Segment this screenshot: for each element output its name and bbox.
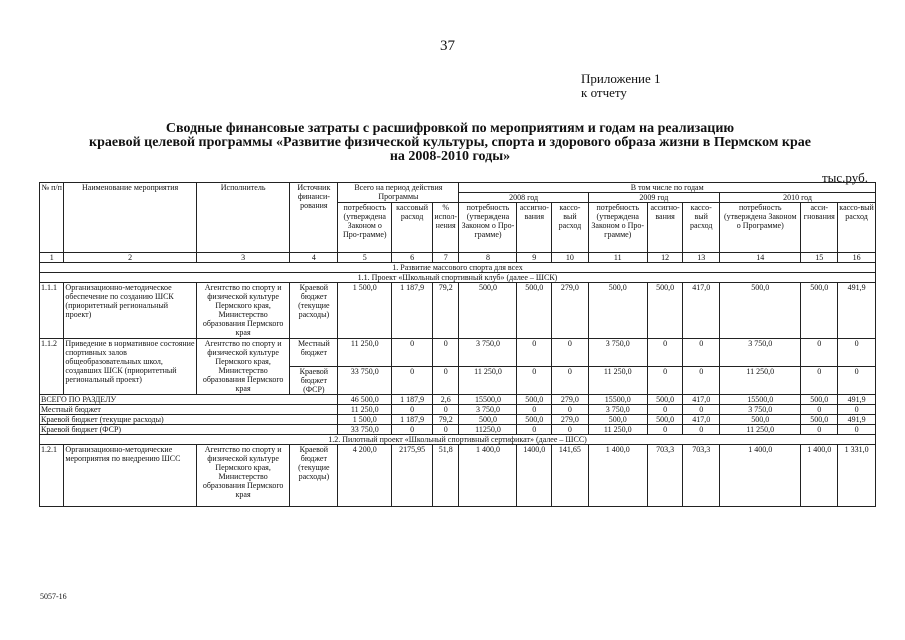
cell-value: 0 — [683, 339, 720, 367]
header-by-years: В том числе по годам — [459, 183, 876, 193]
section-row — [40, 263, 876, 273]
row-num: 1.1.2 — [40, 339, 64, 395]
cell-value: 500,0 — [588, 415, 647, 425]
cell-value: 15500,0 — [588, 395, 647, 405]
row-num: 1.2.1 — [40, 445, 64, 507]
cell-value: 491,9 — [838, 283, 876, 339]
page-number: 37 — [440, 38, 455, 54]
col-number: 3 — [196, 253, 290, 263]
cell-value: 0 — [801, 367, 838, 395]
header-need-2009: потребность (утверждена Законом о Про-грамме) — [588, 203, 647, 253]
cell-value: 0 — [517, 425, 552, 435]
cell-value: 0 — [392, 425, 433, 435]
header-name: Наименование мероприятия — [64, 183, 196, 253]
cell-value: 500,0 — [720, 415, 801, 425]
cell-value: 491,9 — [838, 415, 876, 425]
document-title — [60, 122, 840, 164]
col-number: 10 — [552, 253, 589, 263]
header-row-1 — [40, 183, 876, 193]
finance-table — [39, 182, 876, 507]
header-need-2010: потребность (утверждена Законом о Программе) — [720, 203, 801, 253]
summary-label: Краевой бюджет (ФСР) — [40, 425, 338, 435]
section-title: 1. Развитие массового спорта для всех — [40, 263, 876, 273]
cell-value: 491,9 — [838, 395, 876, 405]
summary-label: ВСЕГО ПО РАЗДЕЛУ — [40, 395, 338, 405]
cell-value: 279,0 — [552, 395, 589, 405]
cell-value: 3 750,0 — [720, 405, 801, 415]
title-line-1: Сводные финансовые затраты с расшифровкой по мероприятиям и годам на реализацию — [165, 121, 735, 136]
header-cash-2008: кассо-вый расход — [552, 203, 589, 253]
cell-value: 1 331,0 — [838, 445, 876, 507]
appendix-line-1: Приложение 1 — [581, 71, 661, 86]
cell-value: 1 187,9 — [392, 395, 433, 405]
cell-value: 0 — [838, 405, 876, 415]
cell-value: 500,0 — [647, 283, 683, 339]
cell-value: 2175,95 — [392, 445, 433, 507]
cell-value: 500,0 — [517, 283, 552, 339]
header-2009: 2009 год — [588, 193, 719, 203]
cell-value: 141,65 — [552, 445, 589, 507]
cell-value: 500,0 — [720, 283, 801, 339]
column-number-row — [40, 253, 876, 263]
cell-value: 11 250,0 — [720, 367, 801, 395]
cell-value: 0 — [801, 405, 838, 415]
row-source: Краевой бюджет (текущие расходы) — [290, 283, 338, 339]
cell-value: 0 — [552, 425, 589, 435]
table-row — [40, 339, 876, 367]
cell-value: 3 750,0 — [588, 339, 647, 367]
cell-value: 11250,0 — [459, 425, 517, 435]
header-2008: 2008 год — [459, 193, 588, 203]
col-number: 16 — [838, 253, 876, 263]
row-source: Местный бюджет — [290, 339, 338, 367]
col-number: 5 — [338, 253, 392, 263]
header-cash-total: кассовый расход — [392, 203, 433, 253]
cell-value: 0 — [838, 425, 876, 435]
table-row — [40, 445, 876, 507]
cell-value: 0 — [432, 339, 459, 367]
cell-value: 11 250,0 — [459, 367, 517, 395]
cell-value: 11 250,0 — [720, 425, 801, 435]
cell-value: 1400,0 — [517, 445, 552, 507]
cell-value: 0 — [392, 339, 433, 367]
cell-value: 3 750,0 — [459, 405, 517, 415]
cell-value: 0 — [432, 425, 459, 435]
cell-value: 79,2 — [432, 283, 459, 339]
cell-value: 0 — [647, 339, 683, 367]
row-executor: Агентство по спорту и физической культуре Пермского края, Министерство образования Пермского края — [196, 339, 290, 395]
cell-value: 500,0 — [517, 395, 552, 405]
cell-value: 3 750,0 — [588, 405, 647, 415]
cell-value: 0 — [392, 405, 433, 415]
cell-value: 279,0 — [552, 283, 589, 339]
summary-label: Местный бюджет — [40, 405, 338, 415]
cell-value: 500,0 — [647, 395, 683, 405]
cell-value: 0 — [647, 425, 683, 435]
header-2010: 2010 год — [720, 193, 876, 203]
cell-value: 500,0 — [647, 415, 683, 425]
cell-value: 703,3 — [683, 445, 720, 507]
cell-value: 4 200,0 — [338, 445, 392, 507]
cell-value: 1 187,9 — [392, 415, 433, 425]
cell-value: 1 400,0 — [588, 445, 647, 507]
cell-value: 0 — [647, 367, 683, 395]
cell-value: 1 500,0 — [338, 283, 392, 339]
summary-row — [40, 395, 876, 405]
cell-value: 15500,0 — [459, 395, 517, 405]
header-executor: Исполнитель — [196, 183, 290, 253]
header-percent: % испол-нения — [432, 203, 459, 253]
col-number: 13 — [683, 253, 720, 263]
cell-value: 500,0 — [801, 415, 838, 425]
cell-value: 1 187,9 — [392, 283, 433, 339]
header-assign-2008: ассигно-вания — [517, 203, 552, 253]
header-cash-2010: кассо-вый расход — [838, 203, 876, 253]
appendix-line-2: к отчету — [581, 85, 627, 100]
cell-value: 703,3 — [647, 445, 683, 507]
title-line-3: на 2008-2010 годы» — [389, 149, 511, 164]
cell-value: 1 500,0 — [338, 415, 392, 425]
cell-value: 15500,0 — [720, 395, 801, 405]
cell-value: 0 — [552, 405, 589, 415]
cell-value: 0 — [647, 405, 683, 415]
cell-value: 2,6 — [432, 395, 459, 405]
section-title: 1.1. Проект «Школьный спортивный клуб» (далее – ШСК) — [40, 273, 876, 283]
row-num: 1.1.1 — [40, 283, 64, 339]
header-need: потребность (утверждена Законом о Про-грамме) — [338, 203, 392, 253]
summary-row — [40, 425, 876, 435]
row-source: Краевой бюджет (текущие расходы) — [290, 445, 338, 507]
col-number: 2 — [64, 253, 196, 263]
row-source: Краевой бюджет (ФСР) — [290, 367, 338, 395]
header-cash-2009: кассо-вый расход — [683, 203, 720, 253]
cell-value: 3 750,0 — [720, 339, 801, 367]
cell-value: 79,2 — [432, 415, 459, 425]
col-number: 4 — [290, 253, 338, 263]
cell-value: 1 400,0 — [720, 445, 801, 507]
col-number: 12 — [647, 253, 683, 263]
cell-value: 0 — [683, 405, 720, 415]
cell-value: 46 500,0 — [338, 395, 392, 405]
cell-value: 11 250,0 — [338, 339, 392, 367]
header-need-2008: потребность (утверждена Законом о Про-грамме) — [459, 203, 517, 253]
appendix-note — [581, 72, 661, 100]
cell-value: 500,0 — [801, 395, 838, 405]
row-executor: Агентство по спорту и физической культуре Пермского края, Министерство образования Пермского края — [196, 445, 290, 507]
cell-value: 417,0 — [683, 283, 720, 339]
col-number: 15 — [801, 253, 838, 263]
cell-value: 279,0 — [552, 415, 589, 425]
cell-value: 500,0 — [459, 283, 517, 339]
row-name: Организационно-методическое обеспечение по созданию ШСК (приоритетный региональный проект) — [64, 283, 196, 339]
row-name: Приведение в нормативное состояние спортивных залов общеобразовательных школ, создавших ШСК (приоритетный региональный проект) — [64, 339, 196, 395]
section-title: 1.2. Пилотный проект «Школьный спортивный сертификат» (далее – ШСС) — [40, 435, 876, 445]
cell-value: 0 — [517, 367, 552, 395]
header-total-period: Всего на период действия Программы — [338, 183, 459, 203]
cell-value: 33 750,0 — [338, 367, 392, 395]
cell-value: 500,0 — [517, 415, 552, 425]
cell-value: 0 — [552, 339, 589, 367]
cell-value: 1 400,0 — [459, 445, 517, 507]
header-source: Источник финанси-рования — [290, 183, 338, 253]
footer-code: 5057-16 — [40, 592, 67, 601]
cell-value: 0 — [517, 339, 552, 367]
summary-row — [40, 405, 876, 415]
cell-value: 417,0 — [683, 415, 720, 425]
cell-value: 0 — [801, 425, 838, 435]
cell-value: 11 250,0 — [588, 367, 647, 395]
header-assign-2010: асси-гнования — [801, 203, 838, 253]
cell-value: 3 750,0 — [459, 339, 517, 367]
unit-label: тыс.руб. — [822, 170, 868, 185]
cell-value: 11 250,0 — [588, 425, 647, 435]
cell-value: 0 — [432, 405, 459, 415]
row-name: Организационно-методические мероприятия по внедрению ШСС — [64, 445, 196, 507]
row-executor: Агентство по спорту и физической культуре Пермского края, Министерство образования Пермского края — [196, 283, 290, 339]
cell-value: 500,0 — [801, 283, 838, 339]
cell-value: 0 — [432, 367, 459, 395]
cell-value: 0 — [392, 367, 433, 395]
col-number: 8 — [459, 253, 517, 263]
cell-value: 0 — [517, 405, 552, 415]
cell-value: 500,0 — [459, 415, 517, 425]
section-row — [40, 435, 876, 445]
col-number: 7 — [432, 253, 459, 263]
summary-label: Краевой бюджет (текущие расходы) — [40, 415, 338, 425]
col-number: 14 — [720, 253, 801, 263]
cell-value: 1 400,0 — [801, 445, 838, 507]
cell-value: 0 — [838, 339, 876, 367]
title-line-2: краевой целевой программы «Развитие физической культуры, спорта и здорового образа жизни в Пермском крае — [89, 135, 811, 150]
cell-value: 0 — [801, 339, 838, 367]
cell-value: 11 250,0 — [338, 405, 392, 415]
cell-value: 0 — [683, 367, 720, 395]
col-number: 6 — [392, 253, 433, 263]
cell-value: 33 750,0 — [338, 425, 392, 435]
cell-value: 500,0 — [588, 283, 647, 339]
cell-value: 0 — [838, 367, 876, 395]
header-num: № п/п — [40, 183, 64, 253]
col-number: 9 — [517, 253, 552, 263]
table-row — [40, 283, 876, 339]
section-row — [40, 273, 876, 283]
cell-value: 0 — [683, 425, 720, 435]
cell-value: 51,8 — [432, 445, 459, 507]
cell-value: 0 — [552, 367, 589, 395]
cell-value: 417,0 — [683, 395, 720, 405]
summary-row — [40, 415, 876, 425]
col-number: 11 — [588, 253, 647, 263]
header-assign-2009: ассигно-вания — [647, 203, 683, 253]
col-number: 1 — [40, 253, 64, 263]
